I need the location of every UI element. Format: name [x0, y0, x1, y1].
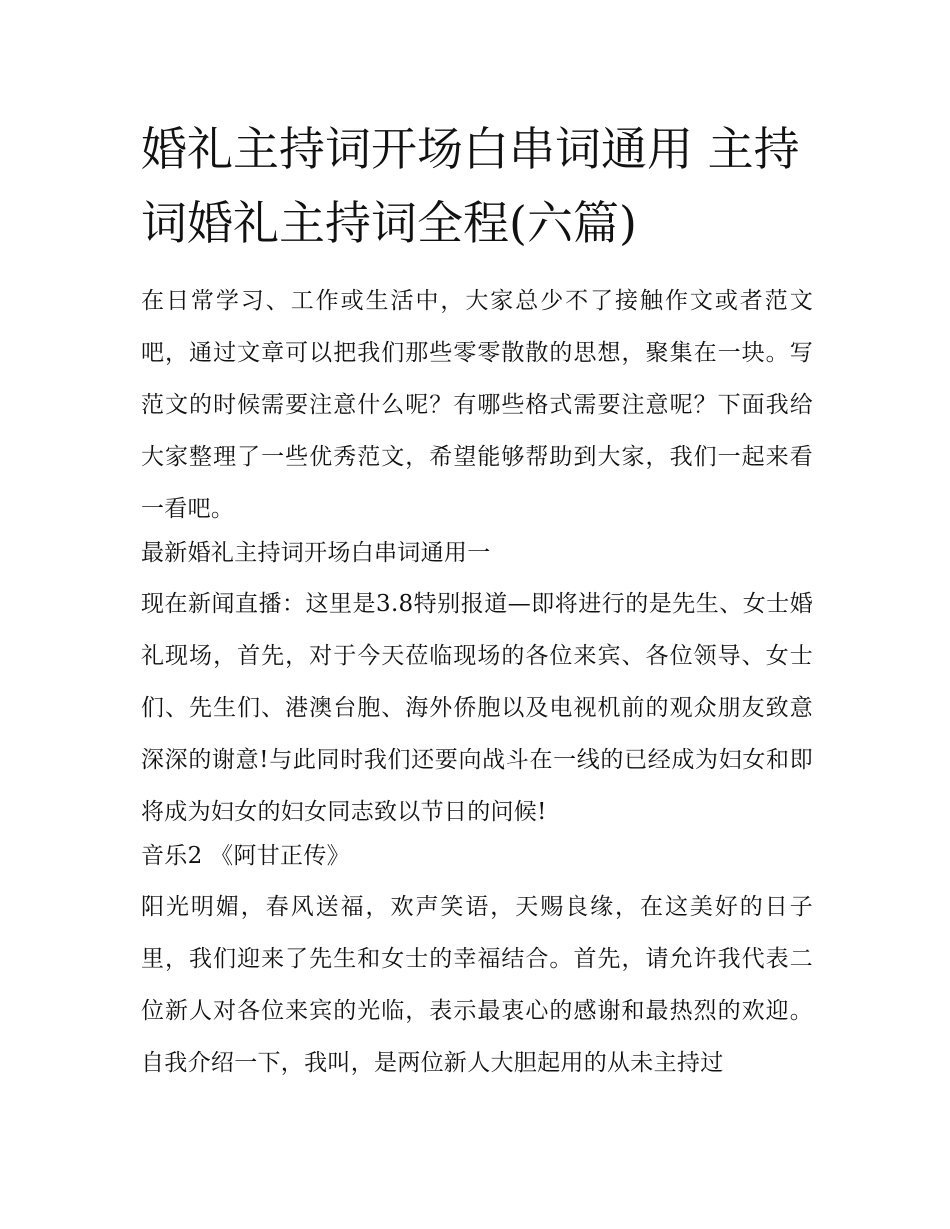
document-title: 婚礼主持词开场白串词通用 主持词婚礼主持词全程(六篇)	[141, 122, 800, 250]
section-heading: 最新婚礼主持词开场白串词通用一	[141, 540, 491, 566]
opening-paragraph: 阳光明媚，春风送福，欢声笑语，天赐良缘，在这美好的日子里，我们迎来了先生和女士的幸福结合。首先，请允许我代表二位新人对各位来宾的光临，表示最衷心的感谢和最热烈的欢迎。自我介绍一下，我叫，是两位新人大胆起用的从未主持过	[141, 894, 813, 1076]
intro-paragraph: 在日常学习、工作或生活中，大家总少不了接触作文或者范文吧，通过文章可以把我们那些零零散散的思想，聚集在一块。写范文的时候需要注意什么呢？有哪些格式需要注意呢？下面我给大家整理了一些优秀范文，希望能够帮助到大家，我们一起来看一看吧。	[141, 288, 813, 522]
broadcast-paragraph: 现在新闻直播：这里是3.8特别报道—即将进行的是先生、女士婚礼现场，首先，对于今天莅临现场的各位来宾、各位领导、女士们、先生们、港澳台胞、海外侨胞以及电视机前的观众朋友致意深深的谢意!与此同时我们还要向战斗在一线的已经成为妇女和即将成为妇女的妇女同志致以节日的问候!	[141, 591, 813, 825]
music-cue: 音乐2 《阿甘正传》	[141, 843, 350, 869]
